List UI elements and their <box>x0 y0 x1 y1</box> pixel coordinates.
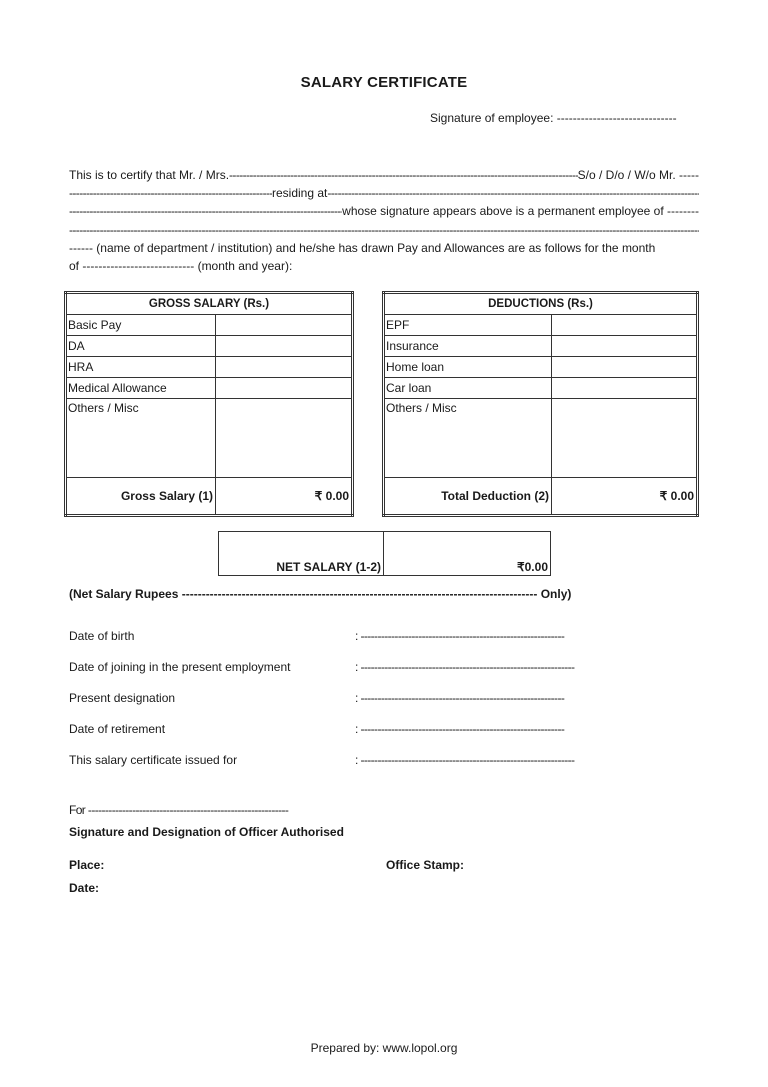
table-row <box>66 336 353 357</box>
epf-label: EPF <box>384 315 552 336</box>
table-row-total <box>384 478 698 516</box>
office-stamp-label: Office Stamp: <box>386 858 465 872</box>
deductions-table <box>382 291 699 517</box>
deductions-header: DEDUCTIONS (Rs.) <box>384 293 698 315</box>
gross-salary-total-value: ₹ 0.00 <box>216 478 353 516</box>
paragraph-line-5 <box>69 239 699 257</box>
hra-value[interactable] <box>216 357 353 378</box>
date-label: Date: <box>69 881 100 895</box>
relation-text: S/o / D/o / W/o Mr. ----- <box>577 168 699 182</box>
parent-name-blank <box>69 184 272 202</box>
permanent-employee-text: whose signature appears above is a permanent employee of -------- <box>342 204 699 219</box>
medical-allowance-value[interactable] <box>216 378 353 399</box>
deduction-others-misc-value[interactable] <box>552 399 698 478</box>
date-of-birth-label: Date of birth <box>69 629 135 643</box>
date-of-retirement-label: Date of retirement <box>69 722 166 736</box>
certify-intro-text: This is to certify that Mr. / Mrs. <box>69 168 230 182</box>
department-blank <box>69 221 699 239</box>
paragraph-line-2 <box>69 184 699 202</box>
page-title: SALARY CERTIFICATE <box>300 74 468 91</box>
basic-pay-label: Basic Pay <box>66 315 216 336</box>
car-loan-label: Car loan <box>384 378 552 399</box>
officer-signature-label: Signature and Designation of Officer Authorised <box>69 825 344 839</box>
paragraph-line-1 <box>69 166 699 184</box>
basic-pay-value[interactable] <box>216 315 353 336</box>
net-salary-table <box>218 531 551 576</box>
table-row <box>384 378 698 399</box>
date-of-retirement-blank[interactable]: : ------------------------------------------------------------ <box>355 722 565 736</box>
footer-prepared-by: Prepared by: www.lopol.org <box>310 1041 458 1055</box>
present-designation-label: Present designation <box>69 691 176 705</box>
residing-text: residing at <box>272 186 328 201</box>
table-row <box>66 399 353 478</box>
table-row-total <box>66 478 353 516</box>
for-organization-line: For ----------------------------------------------------------- <box>69 803 289 817</box>
deduction-others-misc-label: Others / Misc <box>384 399 552 478</box>
net-salary-value: ₹0.00 <box>384 532 551 576</box>
home-loan-value[interactable] <box>552 357 698 378</box>
date-of-joining-blank[interactable]: : --------------------------------------------------------------- <box>355 660 575 674</box>
employee-signature-line: Signature of employee: ------------------------------ <box>430 111 677 125</box>
date-of-joining-label: Date of joining in the present employment <box>69 660 291 674</box>
table-row <box>384 336 698 357</box>
name-blank <box>229 166 578 184</box>
gross-salary-table <box>64 291 354 517</box>
da-value[interactable] <box>216 336 353 357</box>
table-row <box>384 315 698 336</box>
home-loan-label: Home loan <box>384 357 552 378</box>
issued-for-blank[interactable]: : --------------------------------------------------------------- <box>355 753 575 767</box>
others-misc-label: Others / Misc <box>66 399 216 478</box>
total-deduction-value: ₹ 0.00 <box>552 478 698 516</box>
gross-salary-total-label: Gross Salary (1) <box>66 478 216 516</box>
department-text: ------ (name of department / institution) and he/she has drawn Pay and Allowances are as follows for the month <box>69 240 656 255</box>
date-of-birth-blank[interactable]: : ------------------------------------------------------------ <box>355 629 565 643</box>
net-salary-label: NET SALARY (1-2) <box>219 532 384 576</box>
insurance-value[interactable] <box>552 336 698 357</box>
hra-label: HRA <box>66 357 216 378</box>
address-blank-continued <box>69 202 342 220</box>
insurance-label: Insurance <box>384 336 552 357</box>
certify-paragraph <box>69 166 699 275</box>
paragraph-line-4 <box>69 221 699 239</box>
table-row <box>66 378 353 399</box>
paragraph-line-3 <box>69 202 699 220</box>
present-designation-blank[interactable]: : ------------------------------------------------------------ <box>355 691 565 705</box>
table-row <box>66 357 353 378</box>
net-salary-in-words: (Net Salary Rupees ----------------------------------------------------------------------------------------- Only) <box>69 587 572 601</box>
paragraph-line-6 <box>69 257 699 275</box>
epf-value[interactable] <box>552 315 698 336</box>
da-label: DA <box>66 336 216 357</box>
medical-allowance-label: Medical Allowance <box>66 378 216 399</box>
others-misc-value[interactable] <box>216 399 353 478</box>
car-loan-value[interactable] <box>552 378 698 399</box>
total-deduction-label: Total Deduction (2) <box>384 478 552 516</box>
table-row <box>384 399 698 478</box>
issued-for-label: This salary certificate issued for <box>69 753 238 767</box>
gross-salary-header: GROSS SALARY (Rs.) <box>66 293 353 315</box>
address-blank <box>327 184 699 202</box>
place-label: Place: <box>69 858 105 872</box>
table-row <box>66 315 353 336</box>
table-row <box>384 357 698 378</box>
month-year-text: of ---------------------------- (month and year): <box>69 258 293 273</box>
